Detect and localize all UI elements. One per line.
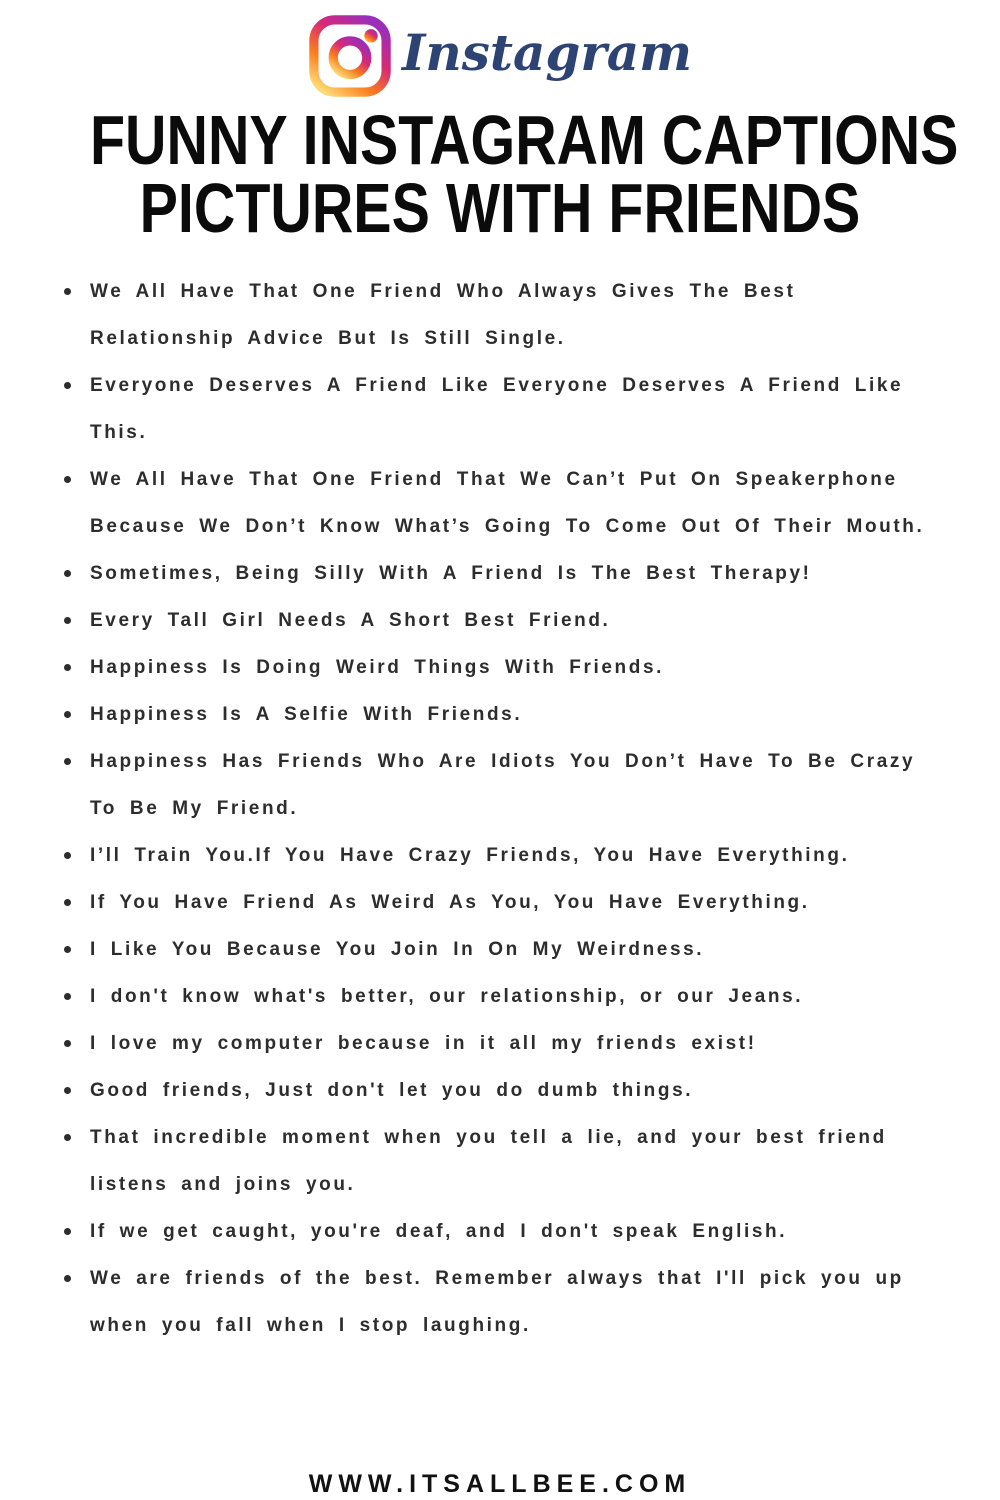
- website-url: WWW.ITSALLBEE.COM: [308, 1470, 692, 1498]
- bullet-dot: [64, 570, 71, 577]
- caption-text: That incredible moment when you tell a lie, and your best friend listens and joins you.: [90, 1127, 887, 1195]
- list-item: [62, 456, 945, 550]
- bullet-dot: [64, 288, 71, 295]
- caption-text: Happiness Has Friends Who Are Idiots You Don’t Have To Be Crazy To Be My Friend.: [90, 751, 916, 819]
- list-item: [62, 1208, 945, 1255]
- bullet-dot: [64, 852, 71, 859]
- list-item: [62, 691, 945, 738]
- list-item: [62, 644, 945, 691]
- caption-text: If we get caught, you're deaf, and I don't speak English.: [90, 1221, 788, 1242]
- list-item: [62, 1020, 945, 1067]
- captions-list: [62, 268, 945, 1349]
- caption-text: Sometimes, Being Silly With A Friend Is The Best Therapy!: [90, 563, 812, 584]
- bullet-dot: [64, 758, 71, 765]
- bullet-dot: [64, 1040, 71, 1047]
- caption-text: Happiness Is Doing Weird Things With Friends.: [90, 657, 665, 678]
- caption-text: We All Have That One Friend That We Can’t Put On Speakerphone Because We Don’t Know What’s Going To Come Out Of Their Mouth.: [90, 469, 925, 537]
- list-item: [62, 879, 945, 926]
- bullet-dot: [64, 476, 71, 483]
- bullet-dot: [64, 617, 71, 624]
- caption-text: We are friends of the best. Remember always that I'll pick you up when you fall when I stop laughing.: [90, 1268, 904, 1336]
- bullet-dot: [64, 1275, 71, 1282]
- list-item: [62, 268, 945, 362]
- caption-text: We All Have That One Friend Who Always Gives The Best Relationship Advice But Is Still Single.: [90, 281, 796, 349]
- list-item: [62, 1255, 945, 1349]
- bullet-dot: [64, 946, 71, 953]
- title-line-1: FUNNY INSTAGRAM CAPTIONS: [90, 101, 959, 179]
- list-item: [62, 926, 945, 973]
- bullet-dot: [64, 711, 71, 718]
- page-title: [90, 101, 959, 247]
- list-item: [62, 362, 945, 456]
- caption-text: Everyone Deserves A Friend Like Everyone Deserves A Friend Like This.: [90, 375, 904, 443]
- caption-text: I don't know what's better, our relationship, or our Jeans.: [90, 986, 804, 1007]
- caption-text: If You Have Friend As Weird As You, You Have Everything.: [90, 892, 810, 913]
- list-item: [62, 1114, 945, 1208]
- bullet-dot: [64, 382, 71, 389]
- bullet-dot: [64, 1087, 71, 1094]
- caption-text: Good friends, Just don't let you do dumb things.: [90, 1080, 694, 1101]
- instagram-camera-icon: [308, 14, 392, 98]
- caption-text: I’ll Train You.If You Have Crazy Friends, You Have Everything.: [90, 845, 850, 866]
- list-item: [62, 550, 945, 597]
- bullet-dot: [64, 899, 71, 906]
- list-item: [62, 832, 945, 879]
- bullet-dot: [64, 993, 71, 1000]
- bullet-dot: [64, 1228, 71, 1235]
- instagram-wordmark: Instagram: [402, 23, 692, 82]
- list-item: [62, 738, 945, 832]
- bullet-dot: [64, 664, 71, 671]
- caption-text: I Like You Because You Join In On My Weirdness.: [90, 939, 705, 960]
- list-item: [62, 597, 945, 644]
- title-line-2: PICTURES WITH FRIENDS: [139, 169, 861, 247]
- bullet-dot: [64, 1134, 71, 1141]
- list-item: [62, 1067, 945, 1114]
- caption-text: Happiness Is A Selfie With Friends.: [90, 704, 523, 725]
- instagram-logo: [0, 0, 1000, 100]
- list-item: [62, 973, 945, 1020]
- caption-text: Every Tall Girl Needs A Short Best Friend.: [90, 610, 611, 631]
- caption-text: I love my computer because in it all my friends exist!: [90, 1033, 757, 1054]
